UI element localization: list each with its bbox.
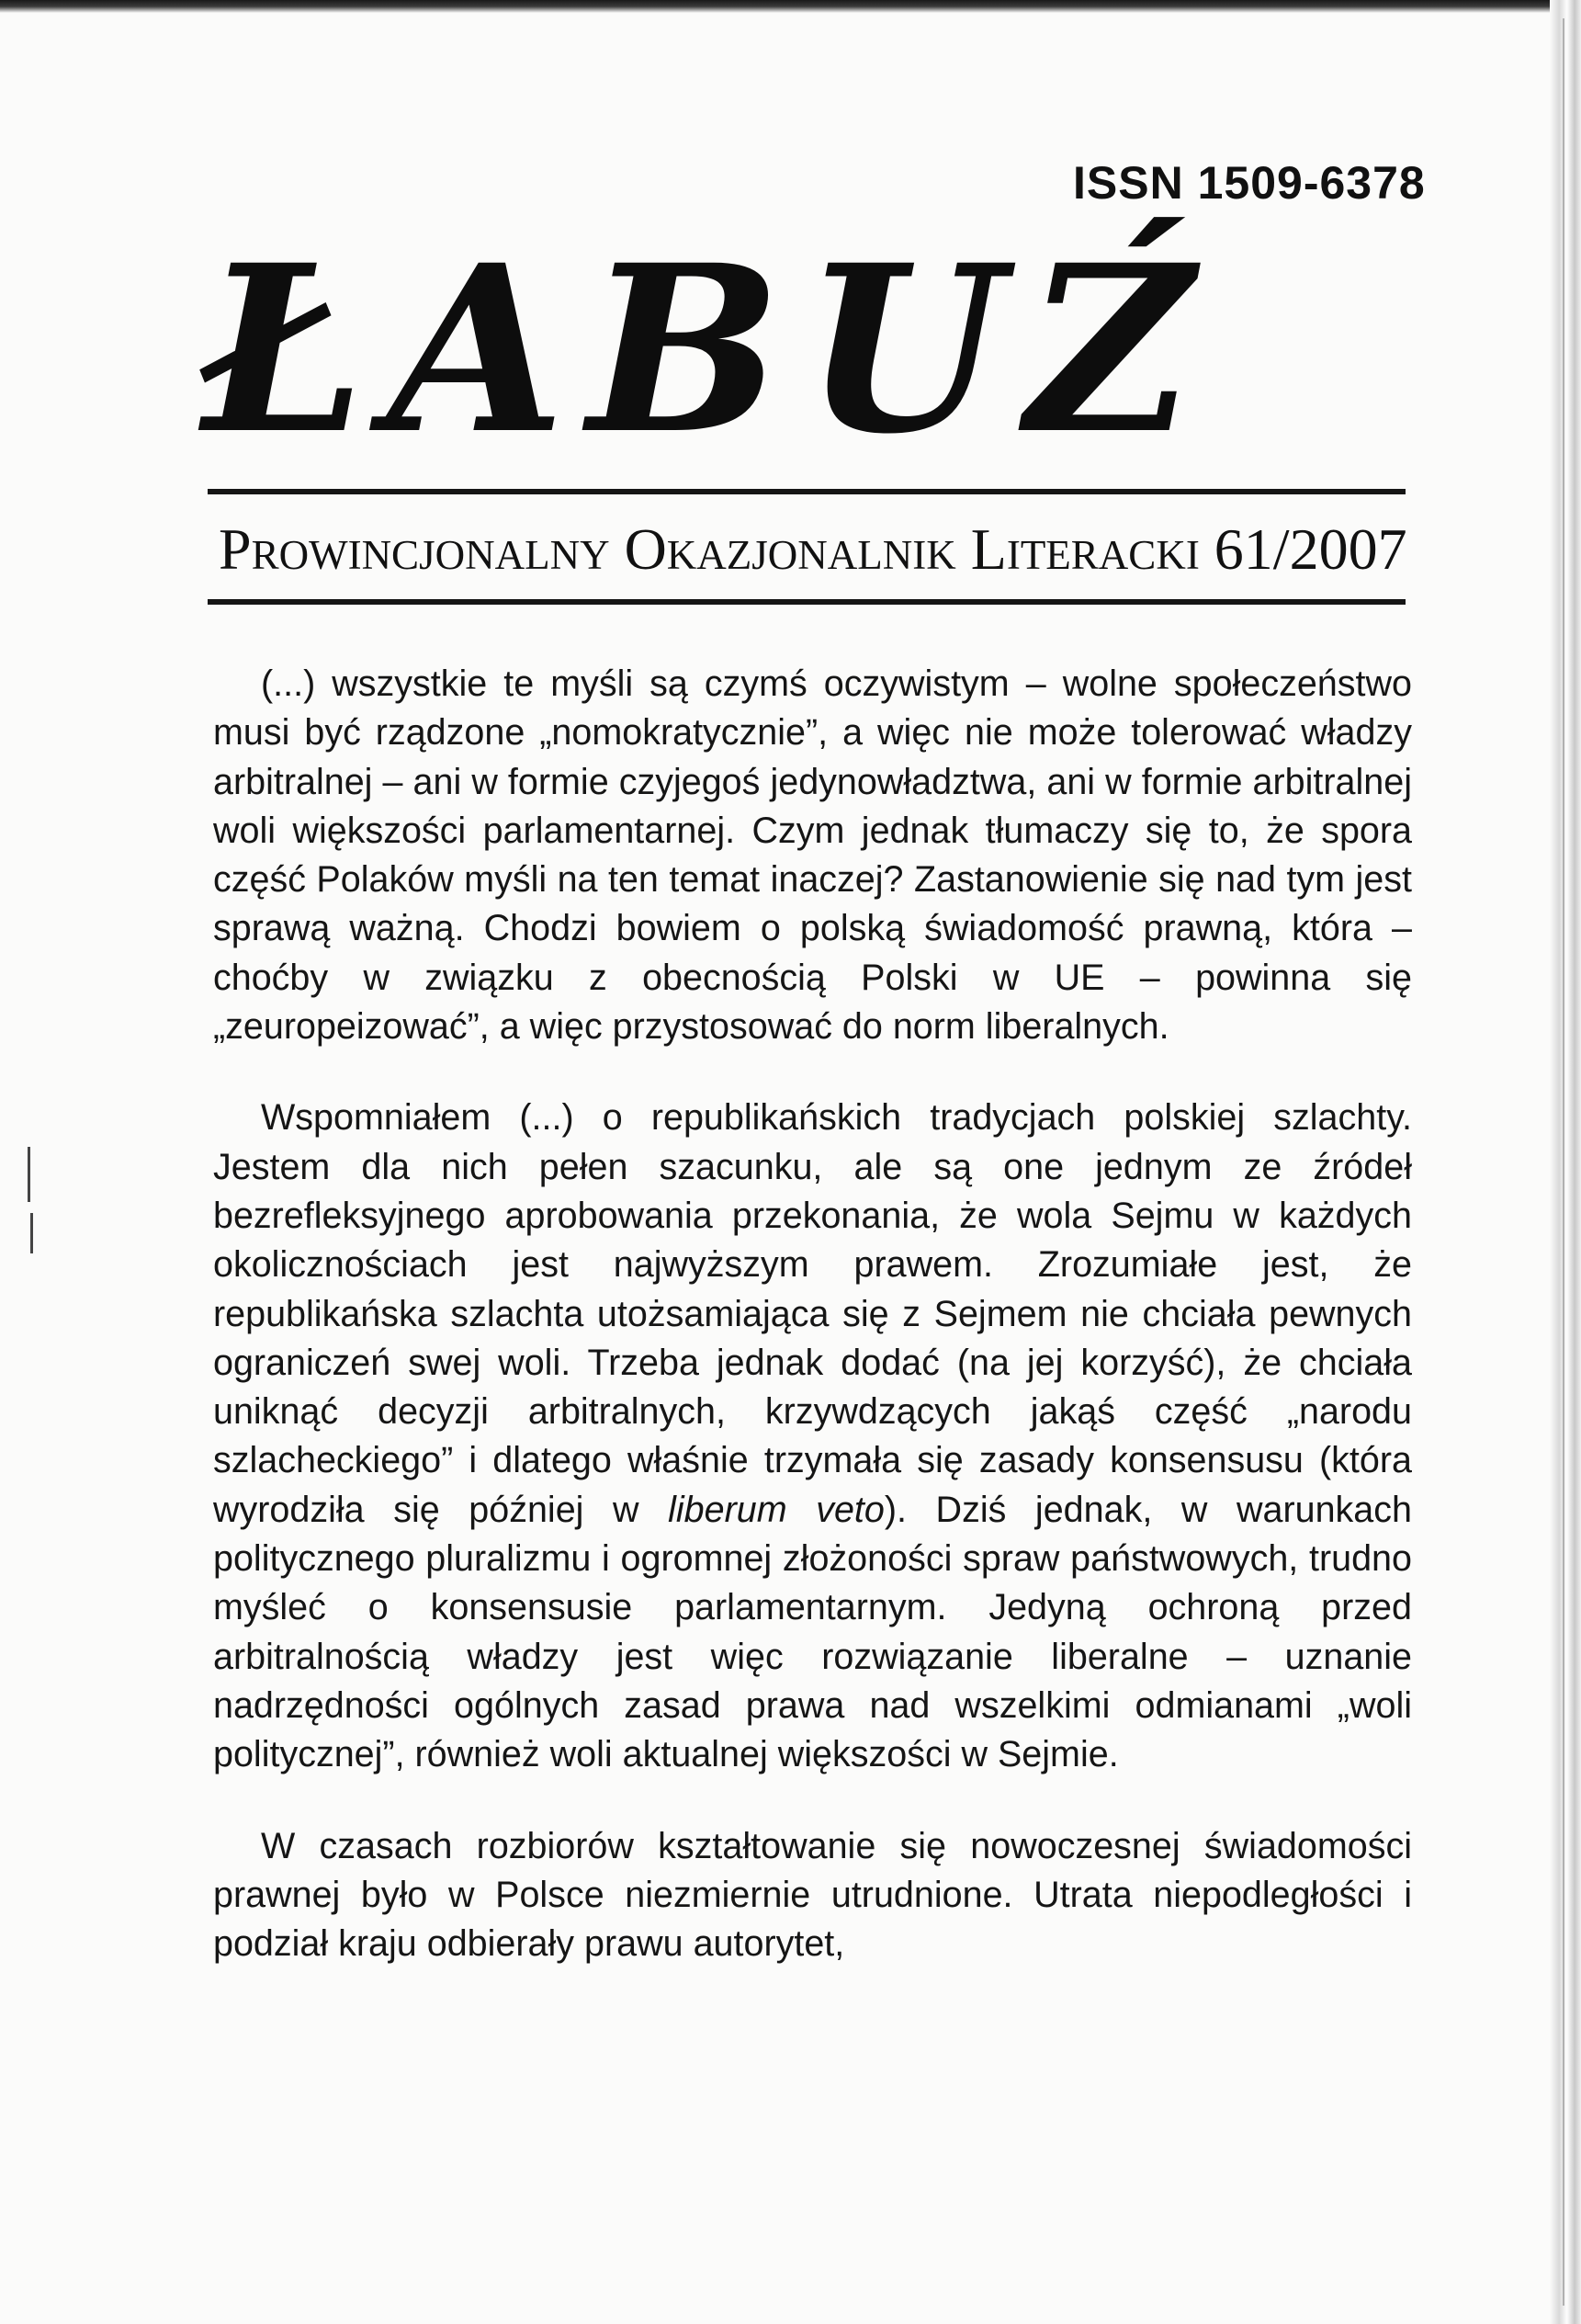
paragraph-2-italic-term: liberum veto bbox=[668, 1489, 885, 1530]
page-edge-line bbox=[1563, 18, 1564, 2306]
scan-right-edge bbox=[1550, 0, 1581, 2324]
paragraph-2 bbox=[213, 1094, 1412, 1779]
paragraph-3: W czasach rozbiorów kształtowanie się nowoczesnej świadomości prawnej było w Polsce niezmiernie utrudnione. Utrata niepodległości i podział kraju odbierały prawu autorytet, bbox=[213, 1825, 1412, 1965]
scan-top-edge bbox=[0, 0, 1581, 13]
margin-mark bbox=[30, 1213, 33, 1253]
article-body bbox=[213, 660, 1412, 1968]
margin-mark bbox=[28, 1147, 30, 1202]
masthead-title: ŁABUŹ bbox=[202, 214, 1216, 484]
issn-label: ISSN 1509-6378 bbox=[1073, 157, 1426, 209]
rule-bottom bbox=[208, 599, 1406, 605]
paragraph-2-text-b: ). Dziś jednak, w warunkach politycznego pluralizmu i ogromnej złożoności spraw państwowych, trudno myśleć o konsensusie parlamentarnym. Jedyną ochroną przed arbitralnością władzy jest więc rozwiązanie liberalne – uznanie nadrzędności ogólnych zasad prawa nad wszelkimi odmianami „woli politycznej”, również woli aktualnej większości w Sejmie. bbox=[213, 1489, 1412, 1775]
paragraph-1: (...) wszystkie te myśli są czymś oczywistym – wolne społeczeństwo musi być rządzone „nomokratycznie”, a więc nie może tolerować władzy arbitralnej – ani w formie czyjegoś jedynowładztwa, ani w formie arbitralnej woli większości parlamentarnej. Czym jednak tłumaczy się to, że spora część Polaków myśli na ten temat inaczej? Zastanowienie się nad tym jest sprawą ważną. Chodzi bowiem o polską świadomość prawną, która – choćby w związku z obecnością Polski w UE – powinna się „zeuropeizować”, a więc przystosować do norm liberalnych. bbox=[213, 663, 1412, 1048]
rule-top bbox=[208, 489, 1406, 494]
masthead-subtitle: Prowincjonalny Okazjonalnik Literacki 61/2007 bbox=[219, 516, 1407, 582]
paragraph-2-text-a: Wspomniałem (...) o republikańskich tradycjach polskiej szlachty. Jestem dla nich pełen szacunku, ale są one jednym ze źródeł bezrefleksyjnego aprobowania przekonania, że wola Sejmu w każdych okolicznościach jest najwyższym prawem. Zrozumiałe jest, że republikańska szlachta utożsamiająca się z Sejmem nie chciała pewnych ograniczeń swej woli. Trzeba jednak dodać (na jej korzyść), że chciała uniknąć decyzji arbitralnych, krzywdzących jakąś część „narodu szlacheckiego” i dlatego właśnie trzymała się zasady konsensusu (która wyrodziła się później w bbox=[213, 1097, 1412, 1530]
